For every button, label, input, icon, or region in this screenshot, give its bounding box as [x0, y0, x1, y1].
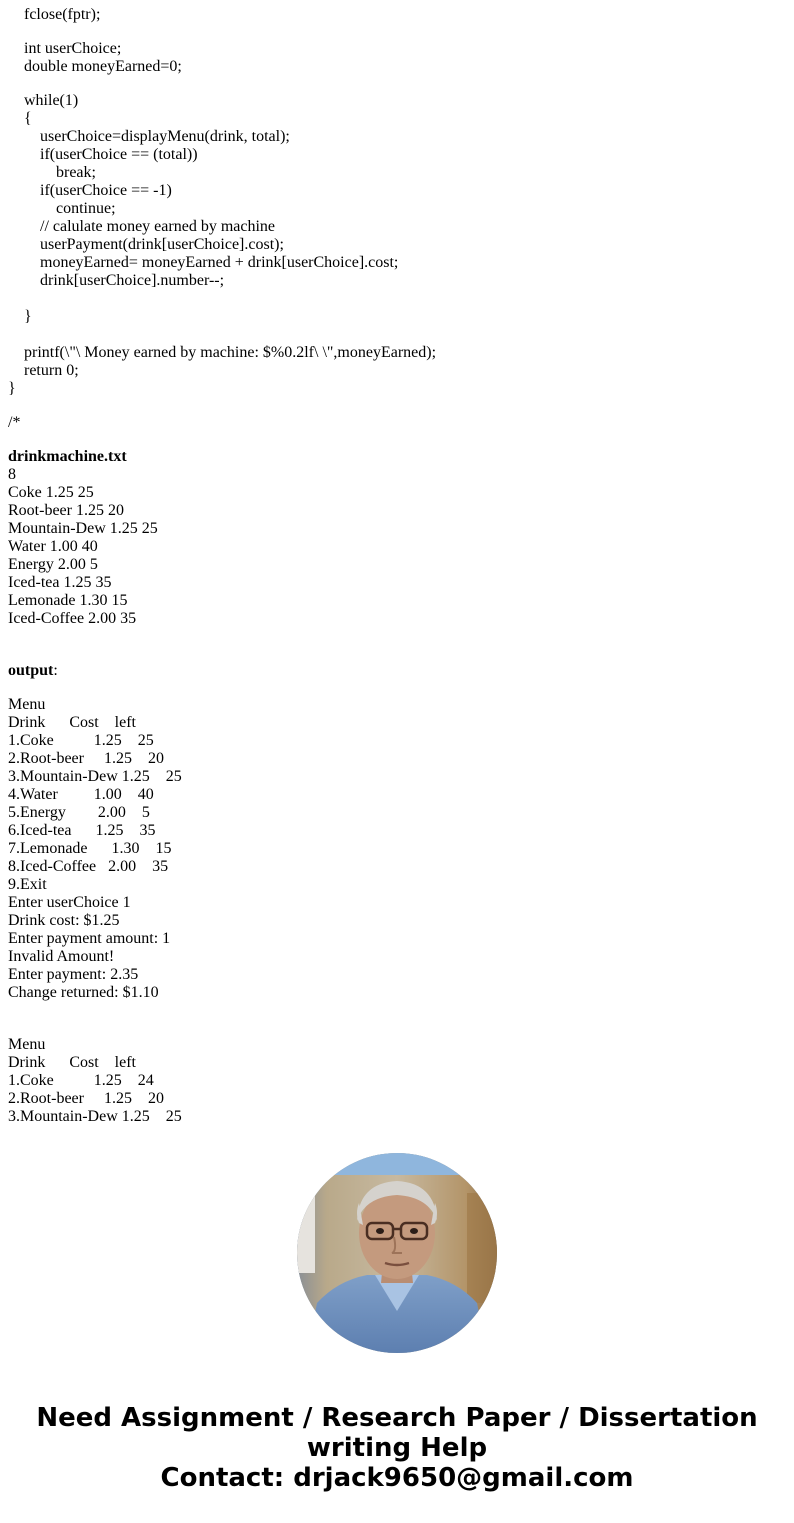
file-line: Iced-tea 1.25 35: [8, 574, 112, 591]
output-line: 9.Exit: [8, 876, 47, 893]
output-line: 5.Energy 2.00 5: [8, 804, 150, 821]
banner-line: Need Assignment / Research Paper / Dissertation: [36, 1403, 758, 1433]
code-line: printf(\"\ Money earned by machine: $%0.2lf\ \",moneyEarned);: [8, 344, 437, 361]
output-line: Change returned: $1.10: [8, 984, 159, 1001]
file-contents: [8, 466, 788, 628]
output-line: 7.Lemonade 1.30 15: [8, 840, 172, 857]
file-line: Root-beer 1.25 20: [8, 502, 124, 519]
output-line: 2.Root-beer 1.25 20: [8, 1090, 164, 1107]
file-line: Coke 1.25 25: [8, 484, 94, 501]
code-line: return 0;: [8, 362, 79, 379]
file-line: Lemonade 1.30 15: [8, 592, 128, 609]
code-line: }: [8, 308, 32, 325]
output-line: Menu: [8, 1036, 46, 1053]
output-line: Drink Cost left: [8, 714, 136, 731]
output-line: 1.Coke 1.25 24: [8, 1072, 154, 1089]
code-line: userChoice=displayMenu(drink, total);: [8, 128, 290, 145]
output-line: 4.Water 1.00 40: [8, 786, 154, 803]
output-block-2: [8, 1036, 788, 1126]
output-line: 3.Mountain-Dew 1.25 25: [8, 768, 182, 785]
code-line: while(1): [8, 92, 79, 109]
code-line: if(userChoice == (total)): [8, 146, 198, 163]
output-heading-colon: :: [53, 662, 58, 679]
code-line: drink[userChoice].number--;: [8, 272, 225, 289]
code-line: moneyEarned= moneyEarned + drink[userChoice].cost;: [8, 254, 399, 271]
code-line: continue;: [8, 200, 116, 217]
output-heading: [8, 662, 788, 680]
code-line: if(userChoice == -1): [8, 182, 172, 199]
output-line: Drink Cost left: [8, 1054, 136, 1071]
author-avatar: [297, 1153, 497, 1353]
code-line: fclose(fptr);: [8, 6, 101, 23]
file-line: 8: [8, 466, 16, 483]
banner-line: writing Help: [306, 1433, 488, 1463]
code-comment: // calulate money earned by machine: [8, 218, 276, 235]
output-line: Menu: [8, 696, 46, 713]
output-line: 6.Iced-tea 1.25 35: [8, 822, 156, 839]
output-line: Invalid Amount!: [8, 948, 115, 965]
output-line: 1.Coke 1.25 25: [8, 732, 154, 749]
code-line: break;: [8, 164, 96, 181]
output-line: 3.Mountain-Dew 1.25 25: [8, 1108, 182, 1125]
code-line: int userChoice;: [8, 40, 122, 57]
file-heading: drinkmachine.txt: [8, 448, 127, 465]
file-line: Energy 2.00 5: [8, 556, 98, 573]
output-heading-label: output: [8, 662, 54, 679]
author-portrait-icon: [297, 1153, 497, 1353]
output-line: Enter payment amount: 1: [8, 930, 171, 947]
output-line: Enter payment: 2.35: [8, 966, 139, 983]
comment-open: /*: [8, 414, 21, 431]
code-line: {: [8, 110, 32, 127]
file-line: Iced-Coffee 2.00 35: [8, 610, 137, 627]
document-body: [8, 6, 788, 1126]
code-line: double moneyEarned=0;: [8, 58, 182, 75]
file-line: Water 1.00 40: [8, 538, 98, 555]
promo-banner: [0, 1403, 794, 1493]
file-line: Mountain-Dew 1.25 25: [8, 520, 158, 537]
banner-contact: Contact: drjack9650@gmail.com: [160, 1463, 634, 1493]
code-line: userPayment(drink[userChoice].cost);: [8, 236, 284, 253]
output-line: Drink cost: $1.25: [8, 912, 120, 929]
code-line: }: [8, 380, 16, 397]
output-line: 2.Root-beer 1.25 20: [8, 750, 164, 767]
output-line: 8.Iced-Coffee 2.00 35: [8, 858, 169, 875]
output-line: Enter userChoice 1: [8, 894, 131, 911]
output-block-1: [8, 696, 788, 1002]
